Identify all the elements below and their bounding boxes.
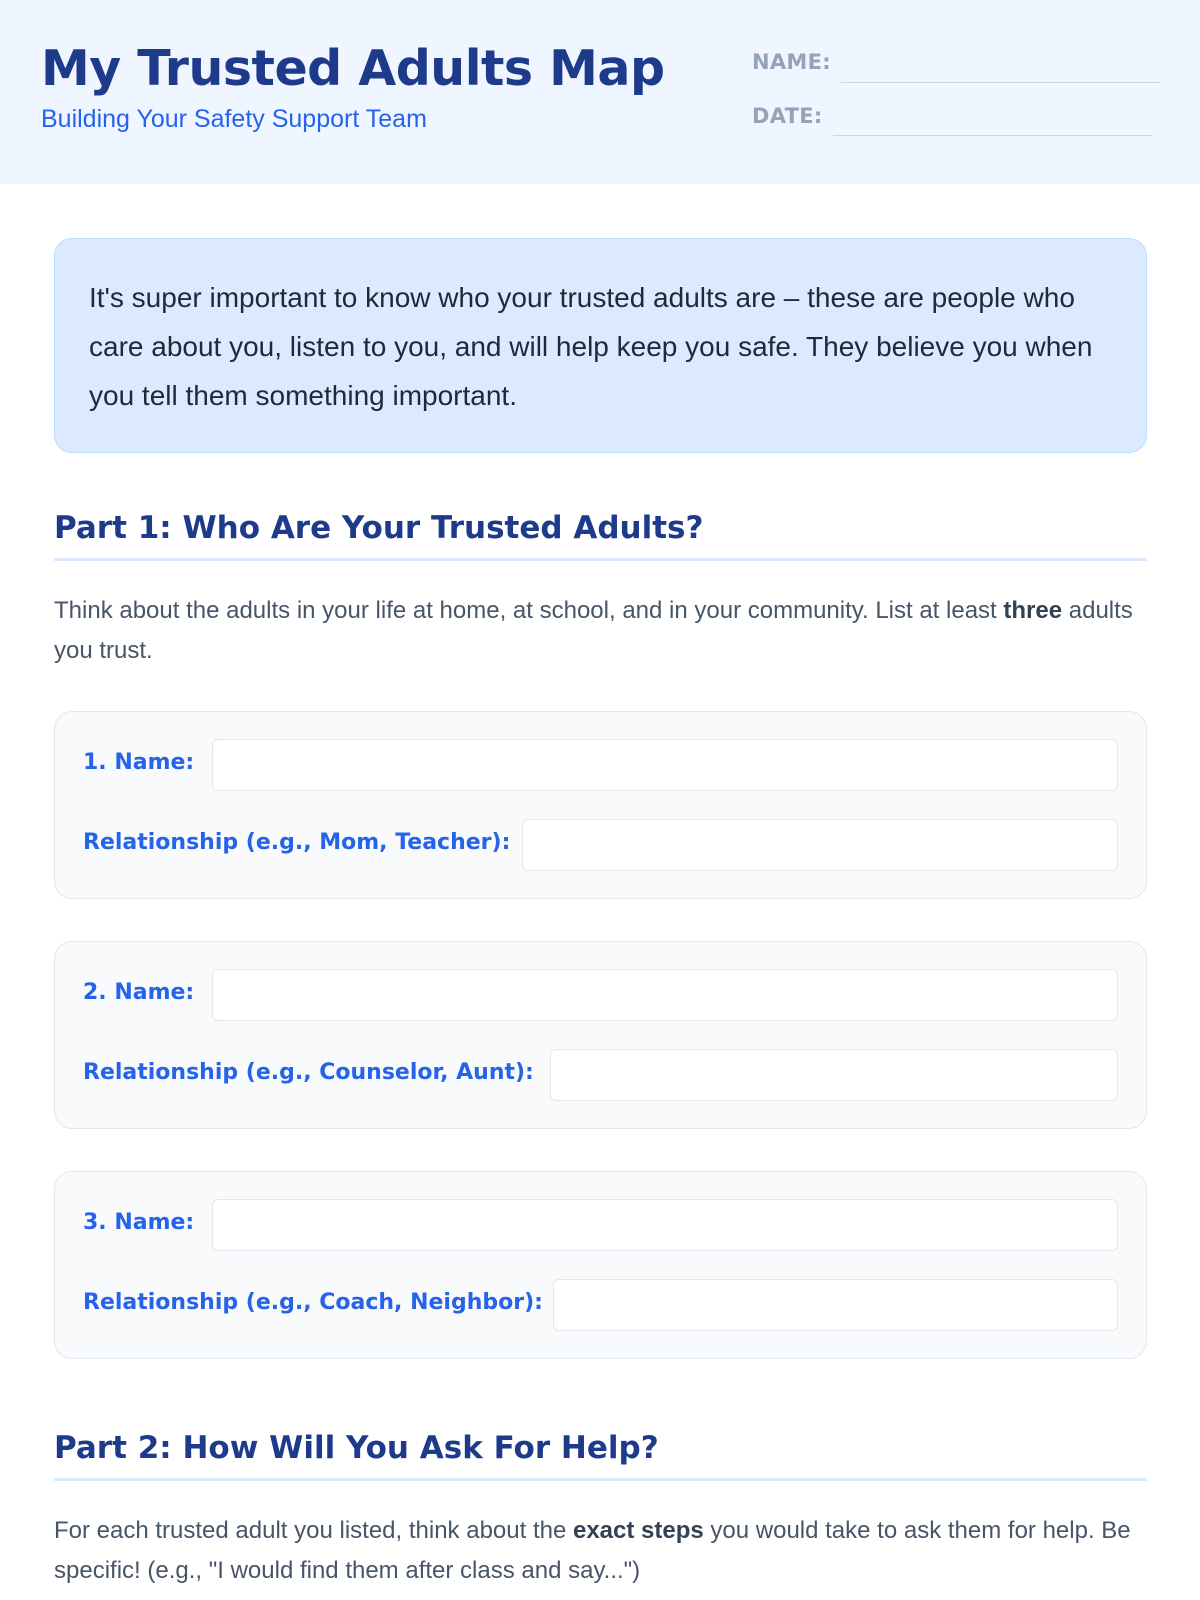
- trusted-adult-card-1: [54, 711, 1147, 899]
- adult-1-name-label: 1. Name:: [83, 750, 195, 775]
- adult-2-relationship-label: Relationship (e.g., Counselor, Aunt):: [83, 1060, 534, 1085]
- part2-instructions: [54, 1511, 1147, 1591]
- page-subtitle: Building Your Safety Support Team: [41, 105, 427, 133]
- adult-1-relationship-label: Relationship (e.g., Mom, Teacher):: [83, 830, 511, 855]
- name-label: NAME:: [752, 50, 831, 74]
- adult-2-relationship-input[interactable]: [550, 1049, 1118, 1101]
- date-label: DATE:: [752, 104, 823, 128]
- worksheet-header: [0, 0, 1200, 184]
- adult-1-relationship-input[interactable]: [522, 819, 1118, 871]
- adult-2-name-input[interactable]: [212, 969, 1118, 1021]
- part1-instructions: [54, 591, 1147, 671]
- adult-3-relationship-label: Relationship (e.g., Coach, Neighbor):: [83, 1290, 543, 1315]
- trusted-adult-card-3: [54, 1171, 1147, 1359]
- part2-title: Part 2: How Will You Ask For Help?: [54, 1430, 1147, 1481]
- part1-title: Part 1: Who Are Your Trusted Adults?: [54, 510, 1147, 561]
- adult-3-relationship-input[interactable]: [553, 1279, 1118, 1331]
- adult-1-name-input[interactable]: [212, 739, 1118, 791]
- adult-3-name-label: 3. Name:: [83, 1210, 195, 1235]
- intro-callout: It's super important to know who your trusted adults are – these are people who care about you, listen to you, and will help keep you safe. They believe you when you tell them something important.: [54, 238, 1147, 453]
- part1-instr-text-end: adults you trust.: [54, 597, 1133, 664]
- part1-instr-emphasis: three: [1003, 597, 1063, 624]
- part1-instr-text: Think about the adults in your life at home, at school, and in your community. List at least: [54, 597, 1004, 624]
- adult-3-name-input[interactable]: [212, 1199, 1118, 1251]
- page-title: My Trusted Adults Map: [41, 40, 665, 97]
- adult-2-name-label: 2. Name:: [83, 980, 195, 1005]
- trusted-adult-card-2: [54, 941, 1147, 1129]
- part2-instr-text-end: you would take to ask them for help. Be specific! (e.g., "I would find them after class and say..."): [54, 1517, 1131, 1584]
- name-line[interactable]: [841, 82, 1160, 83]
- date-line[interactable]: [833, 135, 1152, 136]
- part2-instr-emphasis: exact steps: [572, 1517, 704, 1544]
- part2-instr-text: For each trusted adult you listed, think about the: [54, 1517, 573, 1544]
